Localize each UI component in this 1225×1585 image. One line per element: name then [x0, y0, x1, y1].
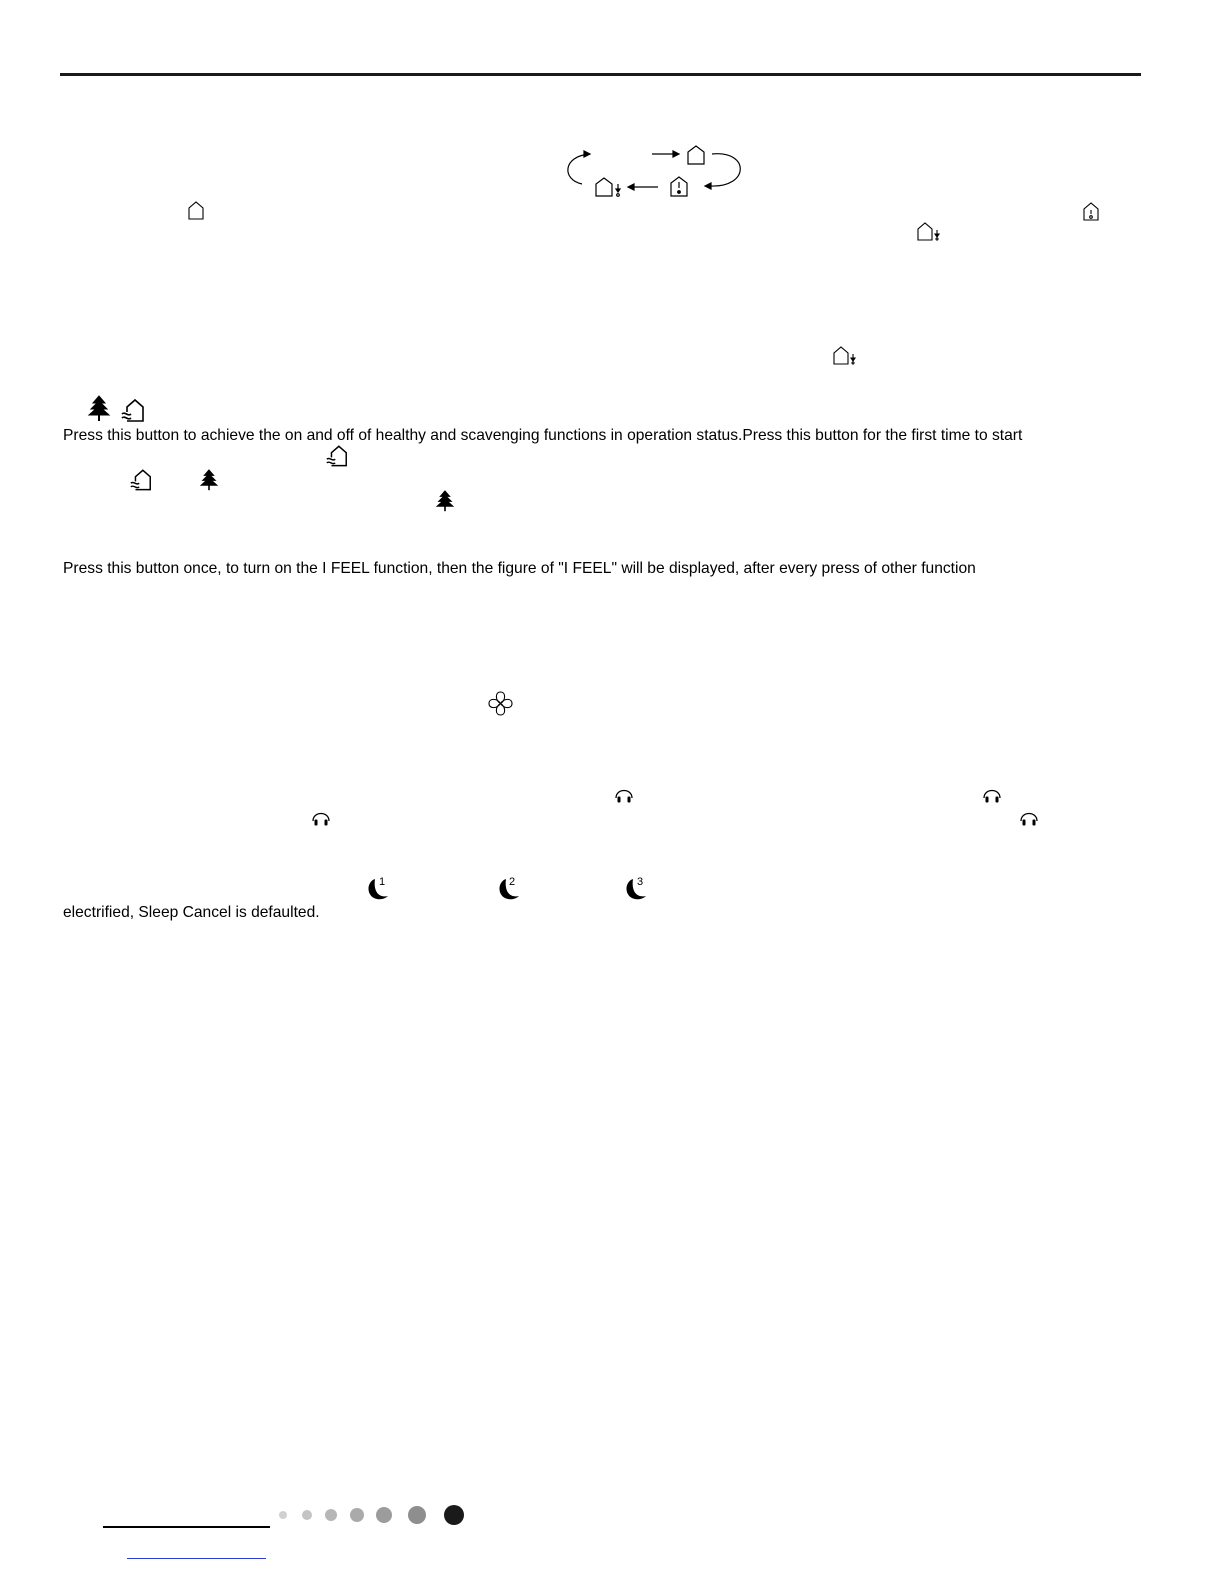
- house-arrow-icon: [917, 222, 943, 241]
- progress-dot: [325, 1509, 337, 1521]
- paragraph-healthy: Press this button to achieve the on and off of healthy and scavenging functions in operation status.Press this button for the first time to start: [63, 427, 1023, 444]
- sleep-level-label: 1: [379, 876, 386, 888]
- progress-dot: [350, 1508, 364, 1522]
- tree-icon: [200, 469, 218, 491]
- mode-cycle-diagram: [560, 142, 750, 202]
- house-icon: [188, 201, 204, 220]
- footer-rule: [103, 1526, 270, 1528]
- tree-icon: [88, 395, 110, 422]
- progress-dot: [376, 1507, 392, 1523]
- headphones-icon: [982, 786, 1002, 805]
- paragraph-sleep-default: electrified, Sleep Cancel is defaulted.: [63, 904, 320, 921]
- scavenging-house-icon: [120, 398, 146, 422]
- progress-dot: [302, 1510, 312, 1520]
- progress-dot-active: [444, 1505, 464, 1525]
- sleep-3-icon: [622, 877, 650, 901]
- house-dot-icon: [1083, 202, 1099, 221]
- headphones-icon: [311, 809, 331, 828]
- scavenging-house-icon: [129, 468, 153, 491]
- fan-icon: [487, 690, 514, 717]
- headphones-icon: [1019, 809, 1039, 828]
- sleep-level-label: 2: [509, 876, 516, 888]
- sleep-1-icon: [364, 877, 392, 901]
- progress-dot: [408, 1506, 426, 1524]
- scavenging-house-icon: [325, 444, 349, 467]
- tree-icon: [436, 490, 454, 512]
- sleep-2-icon: [495, 877, 523, 901]
- footer-link-underline[interactable]: [127, 1558, 266, 1559]
- sleep-level-label: 3: [637, 876, 644, 888]
- paragraph-ifeel: Press this button once, to turn on the I FEEL function, then the figure of "I FEEL" will be displayed, after every press of other function: [63, 560, 976, 577]
- headphones-icon: [614, 786, 634, 805]
- header-rule: [60, 73, 1141, 76]
- house-arrow-icon: [833, 346, 859, 365]
- progress-dot: [279, 1511, 287, 1519]
